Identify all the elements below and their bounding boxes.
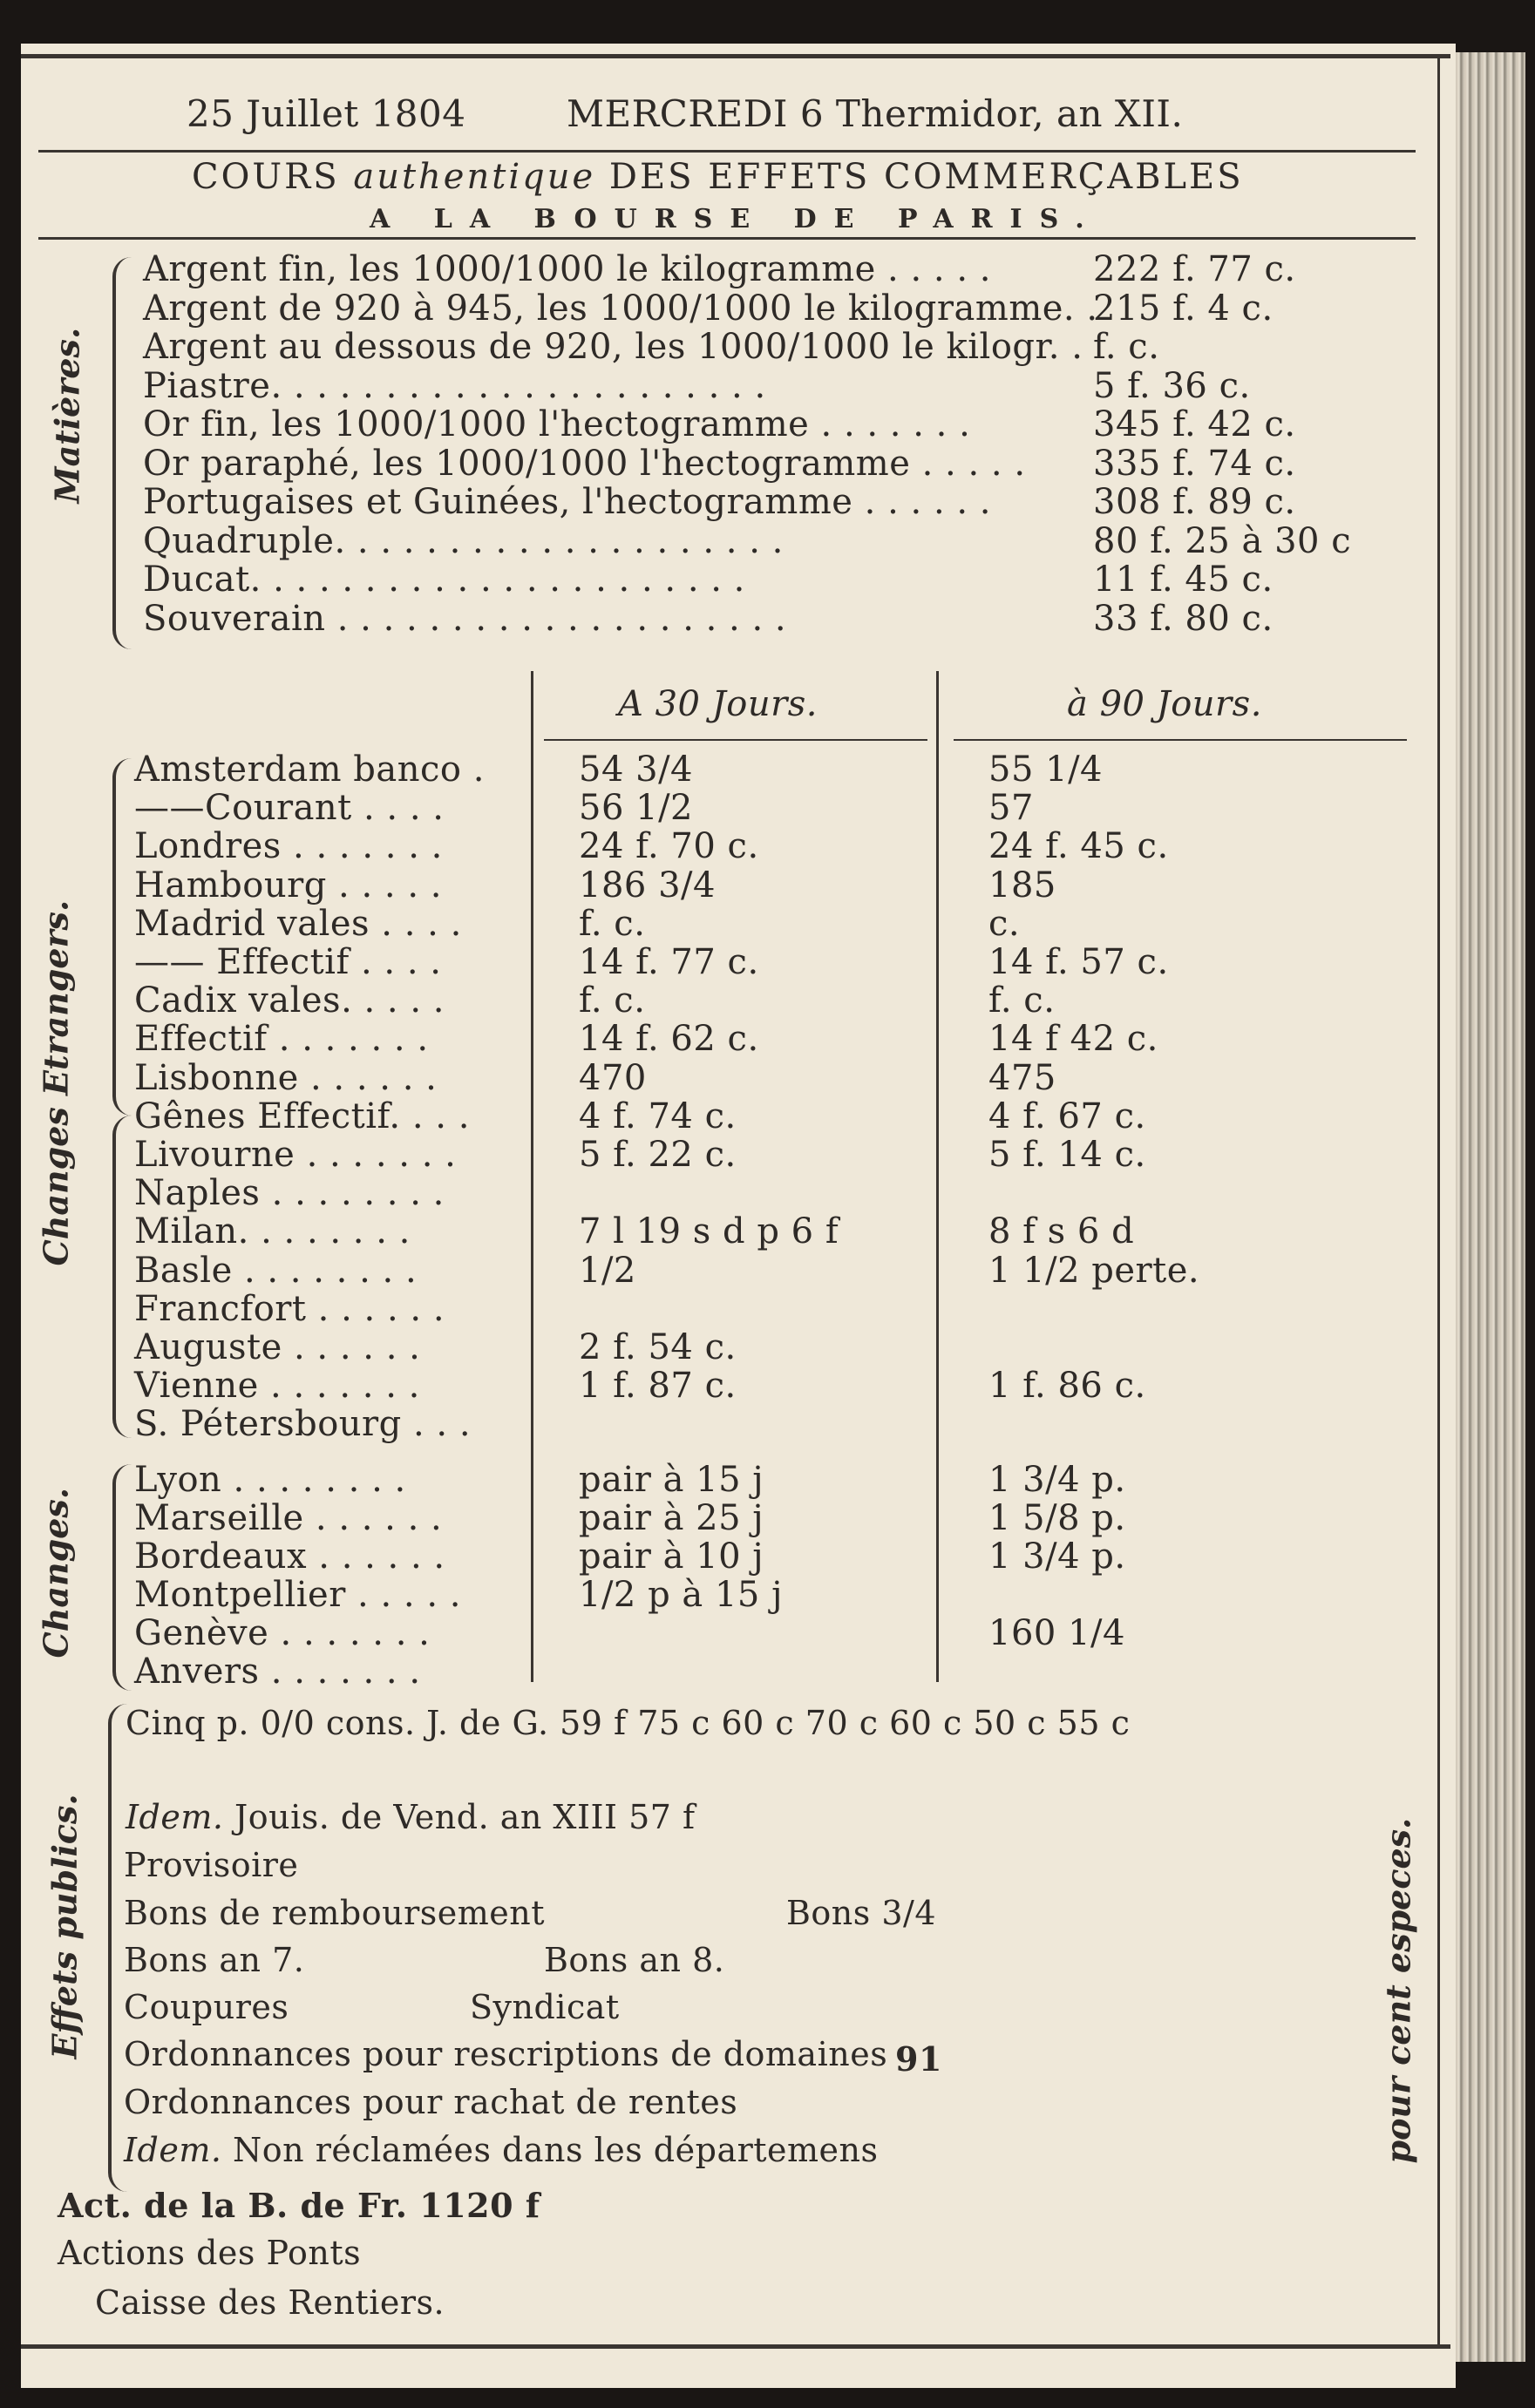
title-rule — [38, 237, 1416, 240]
syndicat-row: Syndicat — [470, 1988, 620, 2026]
etranger-30-value: 7 l 19 s d p 6 f — [579, 1211, 839, 1252]
etranger-90-value: 1 1/2 perte. — [988, 1250, 1200, 1291]
idem2-row — [124, 2131, 879, 2169]
etranger-name: Milan. . . . . . . . — [134, 1211, 411, 1252]
etrangers-brace-top — [112, 758, 135, 1116]
etranger-name: Lisbonne . . . . . . — [134, 1057, 438, 1098]
ordonnances2-row: Ordonnances pour rachat de rentes — [124, 2083, 738, 2121]
change-name: Marseille . . . . . . — [134, 1498, 443, 1538]
etranger-30-value: 56 1/2 — [579, 788, 693, 829]
etranger-90-value: 1 f. 86 c. — [988, 1366, 1146, 1407]
change-90-value: 1 3/4 p. — [988, 1460, 1126, 1500]
page-title — [192, 157, 1244, 197]
etranger-name: ——Courant . . . . — [134, 788, 445, 829]
page-edges — [1456, 52, 1525, 2362]
etranger-30-value: 5 f. 22 c. — [579, 1135, 737, 1175]
change-name: Montpellier . . . . . — [134, 1575, 461, 1615]
etranger-90-value: 475 — [988, 1057, 1056, 1098]
matiere-name: Ducat. . . . . . . . . . . . . . . . . . . . . . — [143, 560, 745, 600]
footer-act: Act. de la B. de Fr. 1120 f — [58, 2186, 540, 2225]
change-90-value: 1 5/8 p. — [988, 1498, 1126, 1538]
col-divider-left — [531, 671, 533, 1682]
bons8-row: Bons an 8. — [544, 1941, 725, 1979]
etranger-30-value: 14 f. 62 c. — [579, 1019, 759, 1060]
etranger-name: Hambourg . . . . . — [134, 865, 442, 906]
matiere-name: Or paraphé, les 1000/1000 l'hectogramme . . . . . — [143, 443, 1026, 484]
change-name: Bordeaux . . . . . . — [134, 1536, 445, 1577]
etranger-90-value: 57 — [988, 788, 1034, 829]
etranger-name: Livourne . . . . . . . — [134, 1135, 457, 1175]
title-pre: COURS — [192, 157, 340, 197]
etranger-name: Basle . . . . . . . . — [134, 1250, 418, 1291]
matiere-value: 308 f. 89 c. — [1093, 482, 1296, 522]
provisoire-row: Provisoire — [124, 1846, 299, 1884]
almanac-page — [21, 44, 1456, 2388]
footer-ponts: Actions des Ponts — [58, 2234, 362, 2272]
matiere-name: Or fin, les 1000/1000 l'hectogramme . . . . . . . — [143, 404, 971, 444]
changes-brace — [112, 1464, 135, 1691]
change-90-value: 160 1/4 — [988, 1613, 1125, 1653]
idem-text: Jouis. de Vend. an XIII 57 f — [234, 1798, 696, 1836]
header-day: MERCREDI 6 Thermidor, an XII. — [567, 92, 1184, 135]
etranger-name: Effectif . . . . . . . — [134, 1019, 429, 1060]
idem-row — [126, 1798, 696, 1836]
etrangers-label: Changes Etrangers. — [36, 899, 76, 1266]
etranger-name: Vienne . . . . . . . — [134, 1366, 420, 1407]
header-rule — [38, 150, 1416, 153]
etranger-30-value: 24 f. 70 c. — [579, 826, 759, 867]
change-30-value: pair à 25 j — [579, 1498, 764, 1538]
idem-italic: Idem. — [126, 1798, 224, 1836]
etranger-90-value: 14 f 42 c. — [988, 1019, 1158, 1060]
ordonnances1-value: 91 — [895, 2039, 942, 2079]
change-name: Genève . . . . . . . — [134, 1613, 431, 1653]
etranger-30-value: 54 3/4 — [579, 750, 693, 790]
matiere-name: Souverain . . . . . . . . . . . . . . . . . . . . — [143, 598, 787, 639]
coupures-row: Coupures — [124, 1988, 289, 2026]
cinq-row: Cinq p. 0/0 cons. J. de G. 59 f 75 c 60 c 70 c 60 c 50 c 55 c — [126, 1704, 1131, 1742]
matiere-name: Quadruple. . . . . . . . . . . . . . . . . . . . — [143, 520, 784, 561]
etrangers-brace-bottom — [112, 1116, 135, 1438]
col-header-rule-left — [544, 739, 927, 741]
etranger-name: Gênes Effectif. . . . — [134, 1095, 470, 1136]
change-name: Lyon . . . . . . . . — [134, 1460, 406, 1500]
etranger-name: —— Effectif . . . . — [134, 942, 442, 982]
matiere-value: 80 f. 25 à 30 c — [1093, 520, 1352, 561]
matieres-brace — [112, 257, 135, 649]
etranger-30-value: 14 f. 77 c. — [579, 942, 759, 982]
bons7-row: Bons an 7. — [124, 1941, 305, 1979]
etranger-90-value: 8 f s 6 d — [988, 1211, 1135, 1252]
especes-label: pour cent especes. — [1378, 1817, 1418, 2164]
matiere-value: 33 f. 80 c. — [1093, 598, 1274, 639]
matiere-value: 215 f. 4 c. — [1093, 288, 1274, 329]
changes-label: Changes. — [36, 1488, 76, 1658]
matiere-value: 11 f. 45 c. — [1093, 560, 1274, 600]
bons-remb-row: Bons de remboursement — [124, 1894, 546, 1932]
etranger-90-value: 55 1/4 — [988, 750, 1103, 790]
matiere-value: 335 f. 74 c. — [1093, 443, 1296, 484]
ordonnances1-row: Ordonnances pour rescriptions de domaines — [124, 2035, 888, 2073]
etranger-90-value: 4 f. 67 c. — [988, 1095, 1146, 1136]
right-border — [1437, 54, 1440, 2346]
idem2-italic: Idem. — [124, 2131, 222, 2169]
matiere-name: Portugaises et Guinées, l'hectogramme . . . . . . — [143, 482, 992, 522]
etranger-90-value: 24 f. 45 c. — [988, 826, 1169, 867]
matieres-label: Matières. — [47, 327, 87, 504]
bottom-border — [21, 2344, 1450, 2349]
col-divider-right — [936, 671, 939, 1682]
etranger-name: Naples . . . . . . . . — [134, 1173, 445, 1214]
etranger-90-value: 185 — [988, 865, 1056, 906]
change-name: Anvers . . . . . . . — [134, 1652, 421, 1692]
matiere-name: Argent fin, les 1000/1000 le kilogramme . . . . . — [143, 249, 991, 289]
etranger-90-value: f. c. — [988, 980, 1056, 1021]
etranger-name: Amsterdam banco . — [134, 750, 485, 790]
etranger-name: S. Pétersbourg . . . — [134, 1404, 472, 1445]
matiere-value: 222 f. 77 c. — [1093, 249, 1296, 289]
page-subtitle: A LA BOURSE DE PARIS. — [370, 204, 1102, 234]
etranger-30-value: f. c. — [579, 903, 646, 944]
etranger-30-value: 1 f. 87 c. — [579, 1366, 737, 1407]
idem2-text: Non réclamées dans les départemens — [233, 2131, 879, 2169]
etranger-30-value: 186 3/4 — [579, 865, 716, 906]
matiere-value: 345 f. 42 c. — [1093, 404, 1296, 444]
etranger-90-value: 5 f. 14 c. — [988, 1135, 1146, 1175]
title-italic: authentique — [353, 157, 596, 197]
col30-header: A 30 Jours. — [618, 684, 818, 724]
etranger-30-value: f. c. — [579, 980, 646, 1021]
etranger-name: Cadix vales. . . . . — [134, 980, 445, 1021]
bons-remb-value: Bons 3/4 — [786, 1894, 937, 1932]
header-date: 25 Juillet 1804 — [187, 92, 466, 135]
change-30-value: pair à 10 j — [579, 1536, 764, 1577]
col90-header: à 90 Jours. — [1067, 684, 1262, 724]
title-post: DES EFFETS COMMERÇABLES — [608, 157, 1244, 197]
footer-caisse: Caisse des Rentiers. — [95, 2283, 445, 2322]
etranger-30-value: 1/2 — [579, 1250, 636, 1291]
etranger-name: Auguste . . . . . . — [134, 1327, 421, 1367]
etranger-name: Madrid vales . . . . — [134, 903, 462, 944]
matiere-name: Piastre. . . . . . . . . . . . . . . . . . . . . . — [143, 365, 766, 406]
etranger-30-value: 2 f. 54 c. — [579, 1327, 737, 1367]
matiere-name: Argent au dessous de 920, les 1000/1000 le kilogr. . — [143, 327, 1083, 367]
top-border — [21, 54, 1450, 58]
etranger-name: Francfort . . . . . . — [134, 1288, 445, 1329]
etranger-name: Londres . . . . . . . — [134, 826, 443, 867]
change-90-value: 1 3/4 p. — [988, 1536, 1126, 1577]
change-30-value: pair à 15 j — [579, 1460, 764, 1500]
etranger-90-value: 14 f. 57 c. — [988, 942, 1169, 982]
matiere-value: 5 f. 36 c. — [1093, 365, 1251, 406]
matiere-value: f. c. — [1093, 327, 1160, 367]
col-header-rule-right — [954, 739, 1407, 741]
etranger-30-value: 470 — [579, 1057, 647, 1098]
effets-label: Effets publics. — [44, 1794, 85, 2059]
etranger-30-value: 4 f. 74 c. — [579, 1095, 737, 1136]
matiere-name: Argent de 920 à 945, les 1000/1000 le kilogramme. . — [143, 288, 1098, 329]
etranger-90-value: c. — [988, 903, 1021, 944]
change-30-value: 1/2 p à 15 j — [579, 1575, 783, 1615]
